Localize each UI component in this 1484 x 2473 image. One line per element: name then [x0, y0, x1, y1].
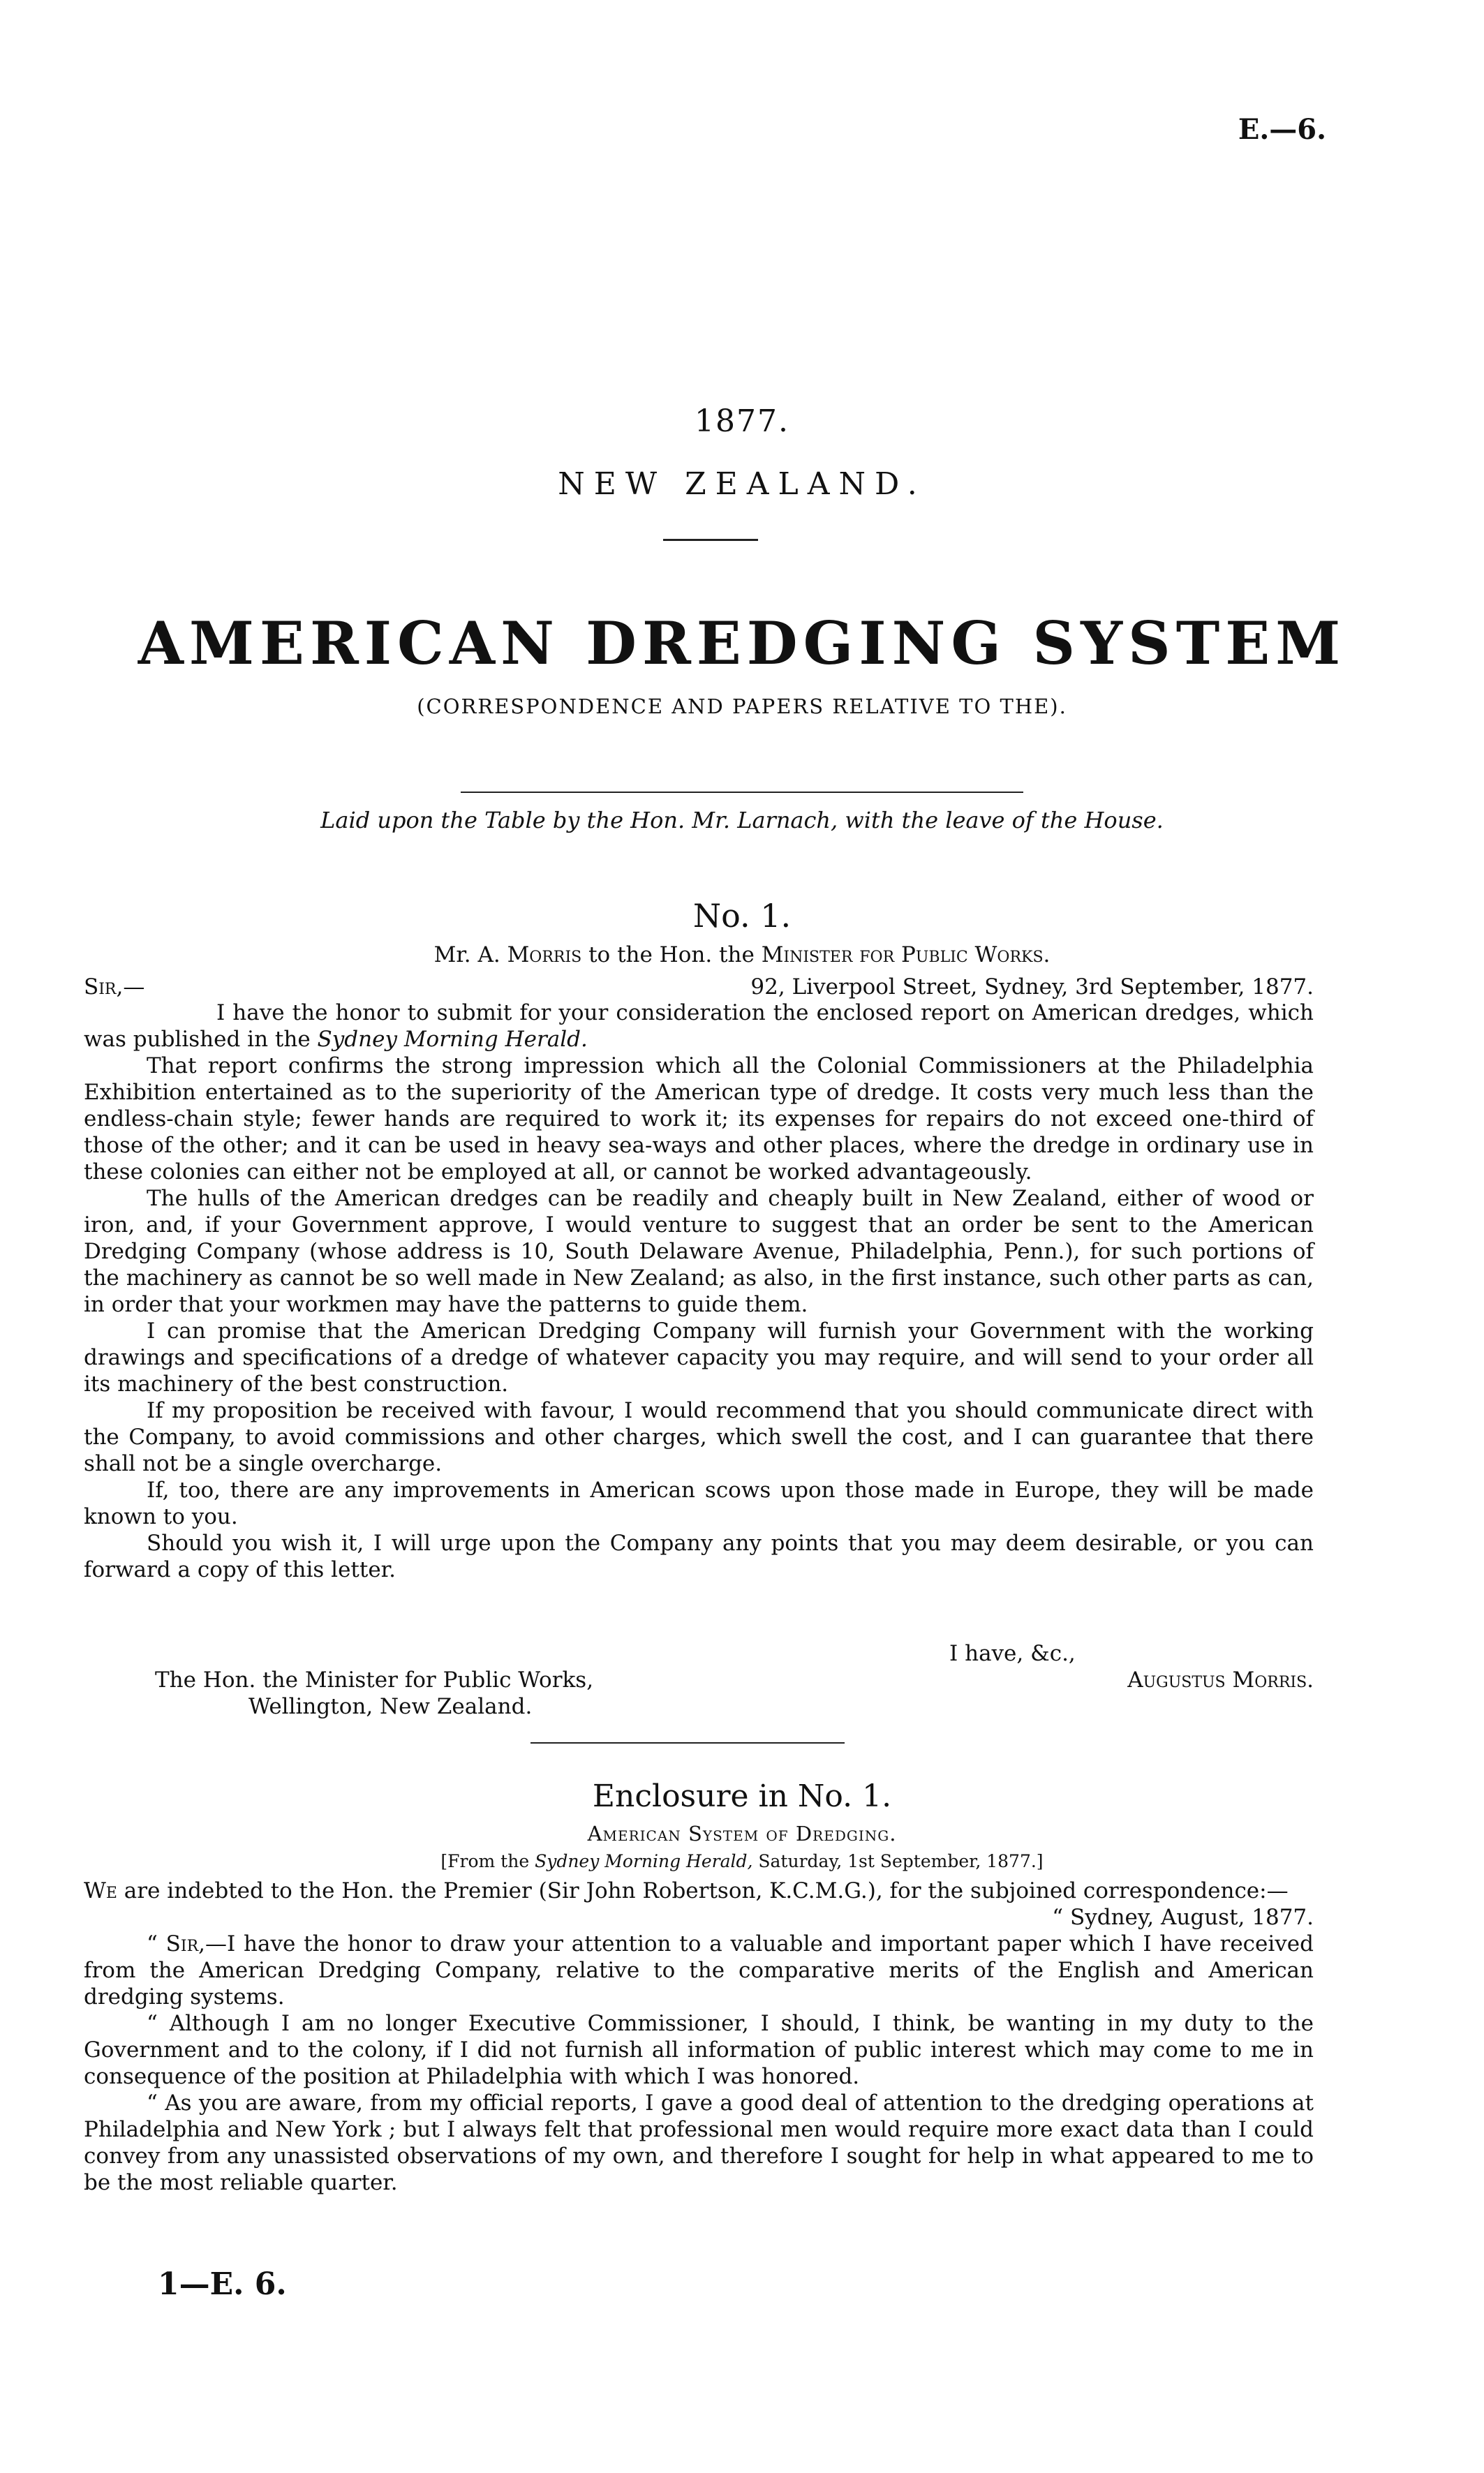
- quoted-paragraph-text: —I have the honor to draw your attention to a valuable and important paper which I have received from the American Dredging Company, relative to the comparative merits of the English and American dredging systems.: [84, 1931, 1314, 2010]
- page-footer-signature: 1—E. 6.: [158, 2266, 287, 2302]
- enclosure-intro: [84, 1878, 1314, 1904]
- quoted-paragraph: “ Although I am no longer Executive Commissioner, I should, I think, be wanting in my duty to the Government and to the colony, if I did not furnish all information of public interest which may come to me in consequence of the position at Philadelphia with which I was honored.: [84, 2011, 1314, 2089]
- letter-paragraph: If, too, there are any improvements in American scows upon those made in Europe, they will be made known to you.: [84, 1478, 1314, 1529]
- letter-closing: I have, &c.,: [949, 1641, 1076, 1666]
- letter-addressee-line-2: Wellington, New Zealand.: [248, 1694, 533, 1719]
- year: 1877.: [695, 403, 789, 439]
- country-heading: NEW ZEALAND.: [558, 466, 926, 502]
- letter-signature: Augustus Morris.: [1127, 1668, 1314, 1693]
- title-divider-short: [663, 539, 758, 541]
- letter-to-title: Minister for Public Works.: [761, 942, 1051, 967]
- letter-body: [84, 1000, 1314, 1583]
- enclosure-source: [0, 1851, 1484, 1871]
- intro-we: We: [84, 1878, 117, 1903]
- document-title: AMERICAN DREDGING SYSTEM: [138, 609, 1346, 678]
- letter-paragraph-text: I have the honor to submit for your consideration the enclosed report on American dredges, which was published in the: [84, 1000, 1314, 1052]
- letter-salutation: Sir,—: [84, 974, 145, 1000]
- quoted-paragraph: “ As you are aware, from my official reports, I gave a good deal of attention to the dredging operations at Philadelphia and New York ; but I always felt that professional men would require more exact data than I could convey from any unassisted observations of my own, and therefore I sought for help in what appeared to me to be the most reliable quarter.: [84, 2090, 1314, 2195]
- letter-paragraph: If my proposition be received with favour, I would recommend that you should communicate direct with the Company, to avoid commissions and other charges, which swell the cost, and I can guarantee that there shall not be a single overcharge.: [84, 1398, 1314, 1476]
- enclosure-subheading: American System of Dredging.: [587, 1822, 897, 1846]
- source-newspaper: Sydney Morning Herald,: [535, 1851, 753, 1871]
- enclosure-body: [84, 1878, 1314, 2196]
- letter-addressee-line-1: The Hon. the Minister for Public Works,: [155, 1668, 594, 1693]
- letter-heading: [0, 942, 1484, 967]
- letter-to-text: to the Hon. the: [581, 942, 762, 967]
- letter-from-name: Morris: [507, 942, 582, 967]
- letter-paragraph: That report confirms the strong impression which all the Colonial Commissioners at the Philadelphia Exhibition entertained as to the superiority of the American type of dredge. It costs very much less than the endless-chain style; fewer hands are required to work it; its expenses for repairs do not exceed one-third of those of the other; and it can be used in heavy sea-ways and other places, where the dredge in ordinary use in these colonies can either not be employed at all, or cannot be worked advantageously.: [84, 1053, 1314, 1184]
- letter-number: No. 1.: [692, 897, 792, 935]
- enclosure-heading: Enclosure in No. 1.: [592, 1778, 892, 1814]
- document-subtitle: (CORRESPONDENCE AND PAPERS RELATIVE TO THE).: [417, 695, 1067, 718]
- intro-text: are indebted to the Hon. the Premier (Sir John Robertson, K.C.M.G.), for the subjoined correspondence:—: [117, 1878, 1289, 1903]
- newspaper-name: Sydney Morning Herald.: [317, 1027, 588, 1052]
- source-suffix: Saturday, 1st September, 1877.]: [752, 1851, 1044, 1871]
- letter-paragraph: Should you wish it, I will urge upon the Company any points that you may deem desirable, or you can forward a copy of this letter.: [84, 1531, 1314, 1582]
- quoted-dateline: “ Sydney, August, 1877.: [1052, 1905, 1314, 1930]
- laid-upon-table-note: Laid upon the Table by the Hon. Mr. Larnach, with the leave of the House.: [320, 807, 1164, 833]
- source-prefix: [From the: [440, 1851, 535, 1871]
- letter-from-prefix: Mr. A.: [433, 942, 507, 967]
- quoted-salutation: “ Sir,: [147, 1931, 205, 1956]
- letter-address-date: 92, Liverpool Street, Sydney, 3rd September, 1877.: [750, 974, 1314, 1000]
- letter-paragraph: The hulls of the American dredges can be readily and cheaply built in New Zealand, either of wood or iron, and, if your Government approve, I would venture to suggest that an order be sent to the American Dredging Company (whose address is 10, South Delaware Avenue, Philadelphia, Penn.), for such portions of the machinery as cannot be so well made in New Zealand; as also, in the first instance, such other parts as can, in order that your workmen may have the patterns to guide them.: [84, 1186, 1314, 1317]
- letter-paragraph: I can promise that the American Dredging Company will furnish your Government with the working drawings and specifications of a dredge of whatever capacity you may require, and will send to your order all its machinery of the best construction.: [84, 1319, 1314, 1397]
- paper-reference: E.—6.: [1238, 113, 1326, 146]
- quoted-paragraph: [84, 1931, 1314, 2010]
- subtitle-divider: [461, 792, 1023, 793]
- letter-paragraph: [84, 1000, 1314, 1053]
- section-divider: [530, 1742, 845, 1744]
